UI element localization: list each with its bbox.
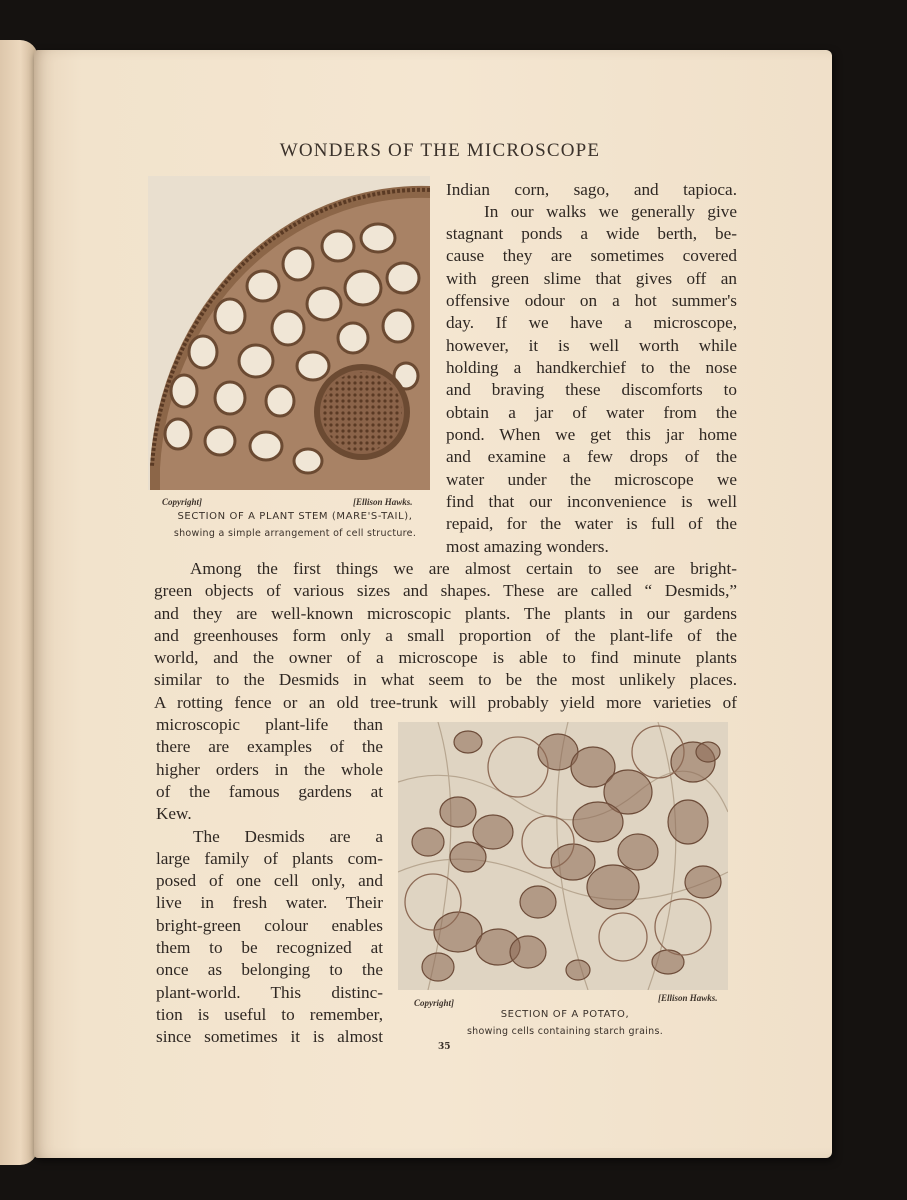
text-line: green objects of various sizes and shapes. These are called “ Desmids,”: [154, 581, 737, 600]
text-line: cause they are sometimes covered: [446, 246, 737, 265]
page-number: 35: [438, 1042, 451, 1052]
text-line: with green slime that gives off an: [446, 269, 737, 288]
text-line: and greenhouses form only a small proportion of the plant-life of the: [154, 626, 737, 645]
text-line: find that our inconvenience is well: [446, 492, 737, 511]
text-line: since sometimes it is almost: [156, 1027, 383, 1046]
text-line: pond. When we get this jar home: [446, 425, 737, 444]
text-line: them to be recognized at: [156, 938, 383, 957]
figure-1-caption-subtitle: showing a simple arrangement of cell structure.: [173, 528, 417, 539]
text-line: A rotting fence or an old tree-trunk will probably yield more varieties of: [154, 693, 737, 712]
text-line: and examine a few drops of the: [446, 447, 737, 466]
plant-stem-photo: [148, 176, 430, 490]
text-line: world, and the owner of a microscope is able to find minute plants: [154, 648, 737, 667]
text-line: day. If we have a microscope,: [446, 313, 737, 332]
text-line: plant-world. This distinc-: [156, 983, 383, 1002]
facing-page-edge: [0, 40, 38, 1165]
potato-section-photo: [398, 722, 728, 990]
text-line: bright-green colour enables: [156, 916, 383, 935]
text-line: higher orders in the whole: [156, 760, 383, 779]
text-line: similar to the Desmids in what seem to be the most unlikely places.: [154, 670, 737, 689]
figure-1-credit-right: [Ellison Hawks.: [353, 497, 413, 507]
text-line: and braving these discomforts to: [446, 380, 737, 399]
text-line: The Desmids are a: [193, 827, 383, 846]
text-line: stagnant ponds a wide berth, be-: [446, 224, 737, 243]
text-line: most amazing wonders.: [446, 537, 609, 556]
text-line: repaid, for the water is full of the: [446, 514, 737, 533]
text-line: Kew.: [156, 804, 192, 823]
figure-1-caption-title: SECTION OF A PLANT STEM (MARE'S-TAIL),: [177, 511, 413, 522]
text-line: obtain a jar of water from the: [446, 403, 737, 422]
running-head: WONDERS OF THE MICROSCOPE: [279, 140, 601, 161]
figure-2-credit-right: [Ellison Hawks.: [658, 993, 718, 1003]
text-line: live in fresh water. Their: [156, 893, 383, 912]
text-line: water under the microscope we: [446, 470, 737, 489]
text-line: however, it is well worth while: [446, 336, 737, 355]
text-line: and they are well-known microscopic plants. The plants in our gardens: [154, 604, 737, 623]
text-line: tion is useful to remember,: [156, 1005, 383, 1024]
text-line: In our walks we generally give: [484, 202, 737, 221]
text-line: large family of plants com-: [156, 849, 383, 868]
text-line: offensive odour on a hot summer's: [446, 291, 737, 310]
figure-2-caption-subtitle: showing cells containing starch grains.: [466, 1026, 664, 1037]
text-line: Indian corn, sago, and tapioca.: [446, 180, 737, 199]
text-line: once as belonging to the: [156, 960, 383, 979]
text-line: holding a handkerchief to the nose: [446, 358, 737, 377]
text-line: there are examples of the: [156, 737, 383, 756]
figure-2-caption-title: SECTION OF A POTATO,: [500, 1009, 630, 1020]
text-line: Among the first things we are almost certain to see are bright-: [190, 559, 737, 578]
text-line: posed of one cell only, and: [156, 871, 383, 890]
figure-2-credit-left: Copyright]: [414, 998, 455, 1008]
figure-1-credit-left: Copyright]: [162, 497, 203, 507]
text-line: of the famous gardens at: [156, 782, 383, 801]
text-line: microscopic plant-life than: [156, 715, 383, 734]
